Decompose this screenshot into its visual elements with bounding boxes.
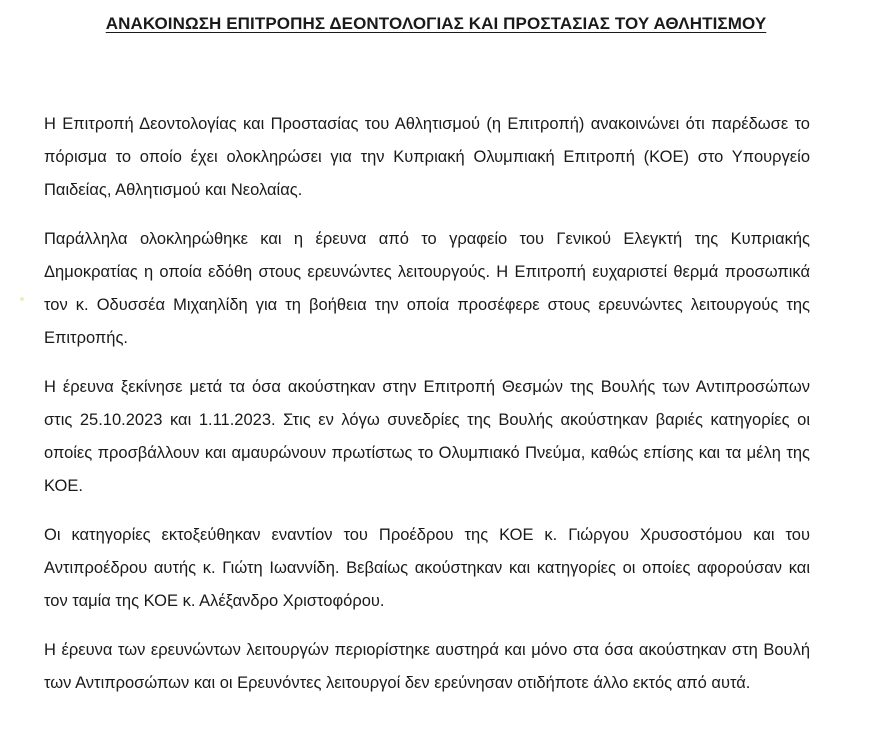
scan-speck [20, 297, 24, 301]
paragraph-3: Η έρευνα ξεκίνησε μετά τα όσα ακούστηκαν στην Επιτροπή Θεσμών της Βουλής των Αντιπροσώπων στις 25.10.2023 και 1.11.2023. Στις εν λόγω συνεδρίες της Βουλής ακούστηκαν βαριές κατηγορίες οι οποίες προσβάλλουν και αμαυρώνουν πρωτίστως το Ολυμπιακό Πνεύμα, καθώς επίσης και τα μέλη της ΚΟΕ. [44, 378, 810, 495]
paragraph-2: Παράλληλα ολοκληρώθηκε και η έρευνα από το γραφείο του Γενικού Ελεγκτή της Κυπριακής Δημοκρατίας η οποία εδόθη στους ερευνώντες λειτουργούς. Η Επιτροπή ευχαριστεί θερμά προσωπικά τον κ. Οδυσσέα Μιχαηλίδη για τη βοήθεια την οποία προσέφερε στους ερευνώντες λειτουργούς της Επιτροπής. [44, 230, 810, 347]
paragraph-5: Η έρευνα των ερευνώντων λειτουργών περιορίστηκε αυστηρά και μόνο στα όσα ακούστηκαν στη Βουλή των Αντιπροσώπων και οι Ερευνόντες λειτουργοί δεν ερεύνησαν οτιδήποτε άλλο εκτός από αυτά. [44, 641, 810, 692]
document-title: ΑΝΑΚΟΙΝΩΣΗ ΕΠΙΤΡΟΠΗΣ ΔΕΟΝΤΟΛΟΓΙΑΣ ΚΑΙ ΠΡΟΣΤΑΣΙΑΣ ΤΟΥ ΑΘΛΗΤΙΣΜΟΥ [105, 14, 767, 33]
document-body [44, 108, 810, 716]
paragraph-1: Η Επιτροπή Δεοντολογίας και Προστασίας του Αθλητισμού (η Επιτροπή) ανακοινώνει ότι παρέδωσε το πόρισμα το οποίο έχει ολοκληρώσει για την Κυπριακή Ολυμπιακή Επιτροπή (ΚΟΕ) στο Υπουργείο Παιδείας, Αθλητισμού και Νεολαίας. [44, 115, 810, 199]
paragraph-4: Οι κατηγορίες εκτοξεύθηκαν εναντίον του Προέδρου της ΚΟΕ κ. Γιώργου Χρυσοστόμου και του Αντιπροέδρου αυτής κ. Γιώτη Ιωαννίδη. Βεβαίως ακούστηκαν και κατηγορίες οι οποίες αφορούσαν και τον ταμία της ΚΟΕ κ. Αλέξανδρο Χριστοφόρου. [44, 526, 810, 610]
